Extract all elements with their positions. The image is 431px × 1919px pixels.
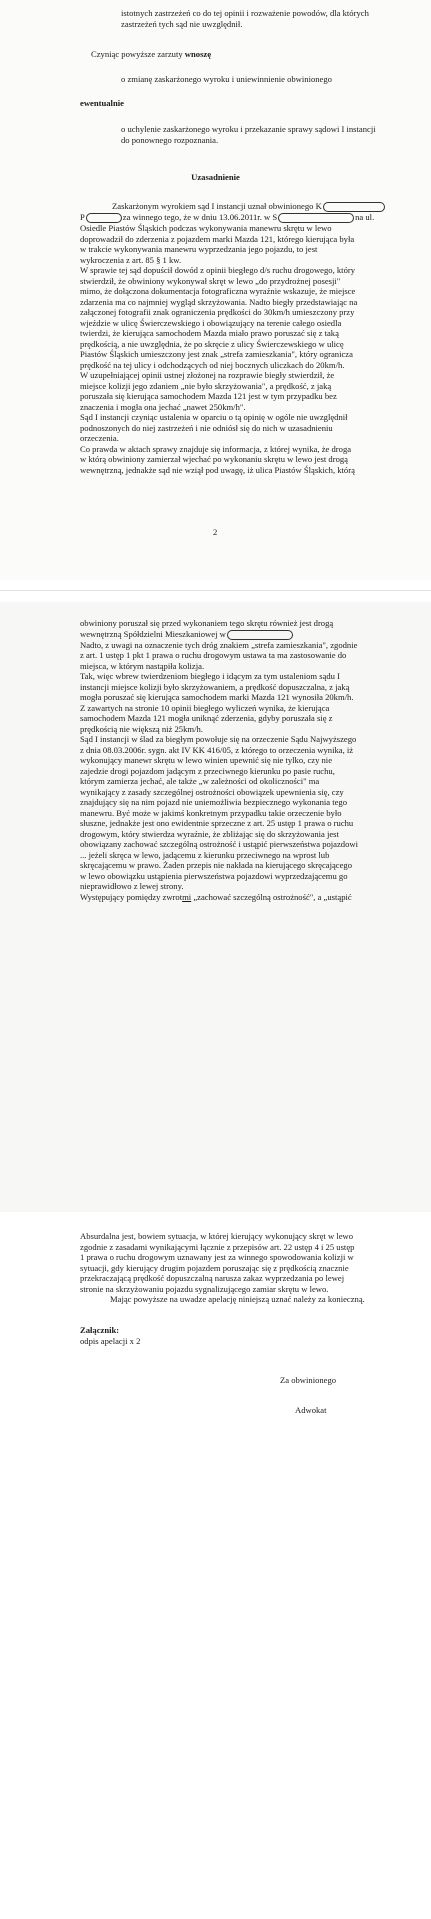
document-page-3 — [0, 602, 431, 1212]
motion-remand: o uchylenie zaskarżonego wyroku i przekazanie sprawy sądowi I instancji do ponownego rozpoznania. — [121, 124, 376, 145]
attachment-label: Załącznik: — [80, 1325, 120, 1335]
alternatively-label: ewentualnie — [80, 98, 124, 108]
opinion-objections-text: istotnych zastrzeżeń co do tej opinii i rozważenie powodów, dla których zastrzeżeń tych sąd nie uwzględnił. — [121, 8, 369, 29]
signature-role: Adwokat — [295, 1405, 327, 1415]
closing-sentence: Mając powyższe na uwadze apelację niniejszą uznać należy za konieczną. — [110, 1294, 365, 1304]
justification-text: Zaskarżonym wyrokiem sąd I instancji uznał obwinionego K P za winnego tego, że w dniu 13.06.2011r. w S na ul. Osiedle Piastów Śląskich podczas wykonywania manewru skrętu w lewo doprowadził do zderzenia z pojazdem marki Mazda 121, którego kierująca była w trakcie wykonywania manewru wyprzedzania jego pojazdu, to jest wykroczenia z art. 85 § 1 kw. W sprawie tej sąd dopuścił dowód z opinii biegłego d/s ruchu drogowego, który stwierdził, że obwiniony wykonywał skręt w lewo „do przydrożnej posesji" mimo, że dołączona dokumentacja fotograficzna wyraźnie wskazuje, że miejsce zdarzenia ma co najmniej wygląd skrzyżowania. Nadto biegły przedstawiając na załączonej fotografii znak ograniczenia prędkości do 30km/h umieszczony przy wjeździe w ulicę Świerczewskiego i obowiązujący na terenie całego osiedla twierdzi, że kierująca samochodem Mazda miało prawo poruszać się z taką prędkością, a nie uwzględnia, że po skręcie z ulicy Świerczewskiego w ulicę Piastów Śląskich umieszczony jest znak „strefa zamieszkania", który ogranicza prędkość na tej ulicy i odchodzących od niej bocznych uliczkach do 20km/h. W uzupełniającej opinii ustnej złożonej na rozprawie biegły stwierdził, że miejsce kolizji jego zdaniem „nie było skrzyżowania", a prędkość, z jaką poruszała się kierująca samochodem Mazda 121 jest w tym przypadku bez znaczenia i mogła ona jechać „nawet 250km/h". Sąd I instancji czyniąc ustalenia w oparciu o tą opinię w ogóle nie uwzględnił podnoszonych do niej zastrzeżeń i nie odniósł się do nich w uzasadnieniu orzeczenia. Co prawda w aktach sprawy znajduje się informacja, z której wynika, że droga w którą obwiniony zamierzał wjechać po wykonaniu skrętu w lewo jest drogą wewnętrzną, jednakże sąd nie wziął pod uwagę, iż ulica Piastów Śląskich, którą — [80, 201, 386, 475]
attachments — [80, 1325, 140, 1346]
signature-for: Za obwinionego — [280, 1375, 337, 1385]
redacted-surname — [323, 202, 385, 212]
section-heading: Uzasadnienie — [191, 172, 240, 182]
document-page-2 — [0, 0, 431, 580]
wnosze-keyword: wnoszę — [184, 49, 212, 59]
redacted-city — [227, 630, 293, 640]
redacted-city — [278, 213, 354, 223]
page-divider — [0, 590, 431, 591]
motion-acquittal: o zmianę zaskarżonego wyroku i uniewinnienie obwinionego — [121, 74, 332, 84]
attachment-item: odpis apelacji x 2 — [80, 1335, 141, 1346]
final-argument: Absurdalna jest, bowiem sytuacja, w której kierujący wykonujący skręt w lewo zgodnie z zasadami wynikającymi łącznie z przepisów art. 22 ustęp 4 i 25 ustęp 1 prawa o ruchu drogowym uznawany jest za winnego spowodowania kolizji w sytuacji, gdy kierujący drugim pojazdem poruszając się z prędkością znacznie przekraczającą prędkość dopuszczalną narusza zakaz wyprzedzania po lewej stronie na skrzyżowaniu pojazdu sygnalizującego zamiar skrętu w lewo. Mając powyższe na uwadze apelację niniejszą uznać należy za konieczną. — [80, 1231, 365, 1304]
redacted-name — [86, 213, 122, 223]
justification-continued: obwiniony poruszał się przed wykonaniem tego skrętu również jest drogą wewnętrzną Spółdzielni Mieszkaniowej w Nadto, z uwagi na oznaczenie tych dróg znakiem „strefa zamieszkania", zgodnie z art. 1 ustęp 1 pkt 1 prawa o ruchu drogowym ustawa ta ma zastosowanie do miejsca, w którym nastąpiła kolizja. Tak, więc wbrew twierdzeniom biegłego i idącym za tym ustaleniom sądu I instancji miejsce kolizji było skrzyżowaniem, a prędkość dopuszczalna, z jaką mogła poruszać się kierująca samochodem marki Mazda 121 wynosiła 20km/h. Z zawartych na stronie 10 opinii biegłego wyliczeń wynika, że kierująca samochodem Mazda 121 mogła uniknąć zderzenia, gdyby poruszała się z prędkością nie większą niż 25km/h. Sąd I instancji w ślad za biegłym powołuje się na orzeczenie Sądu Najwyższego z dnia 08.03.2006r. sygn. akt IV KK 416/05, z którego to orzeczenia wynika, iż wykonujący manewr skrętu w lewo winien upewnić się nie tylko, czy nie zajedzie drogi pojazdom jadącym z przeciwnego kierunku po pasie ruchu, którym zamierza jechać, ale także „w zależności od okoliczności" ma wynikający z zasady szczególnej ostrożności obowiązek upewnienia się, czy znajdujący się na nim pojazd nie uniemożliwia bezpiecznego wykonania tego manewru. Być może w jakimś konkretnym przypadku takie orzeczenie było słuszne, jednakże jest ono ewidentnie sprzeczne z art. 25 ustęp 1 prawa o ruchu drogowym, który stwierdza wyraźnie, że zbliżając się do skrzyżowania jest obowiązany zachować szczególną ostrożność i ustąpić pierwszeństwa pojazdowi ... jeżeli skręca w lewo, jadącemu z kierunku przeciwnego na wprost lub skręcającemu w prawo. Żaden przepis nie nakłada na kierującego skręcającego w lewo obowiązku ustąpienia pierwszeństwa pojazdowi wyprzedzającemu go nieprawidłowo z lewej strony. Występujący pomiędzy zwrotmi „zachować szczególną ostrożność", a „ustąpić — [80, 618, 358, 902]
motion-intro: Czyniąc powyższe zarzuty wnoszę — [91, 49, 212, 59]
page-number: 2 — [213, 527, 218, 537]
